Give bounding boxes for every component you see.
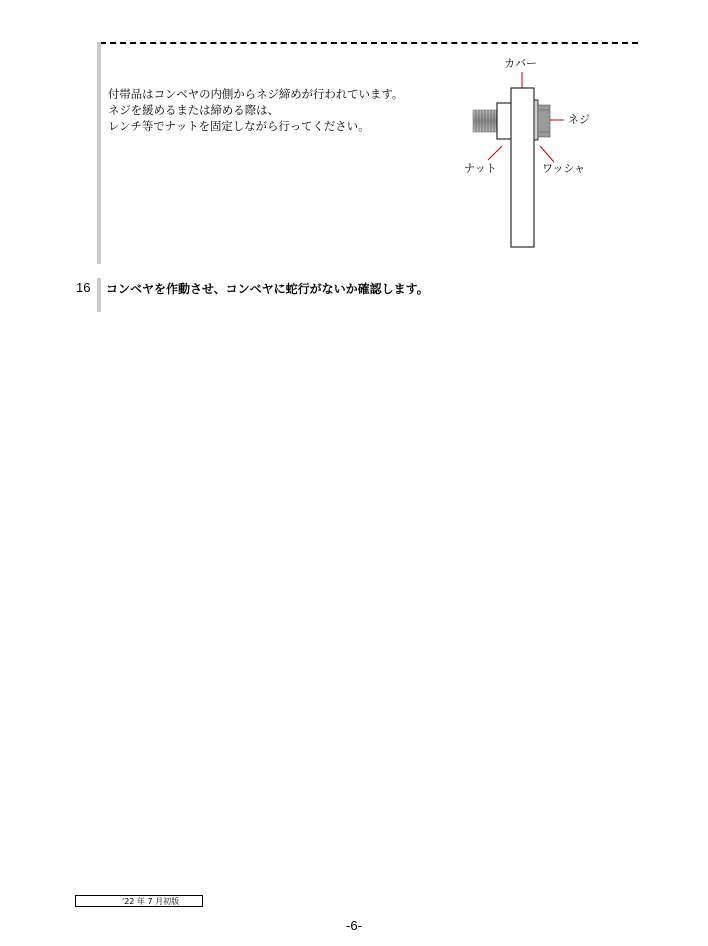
edition-label: '22 年 7 月初版 (75, 895, 203, 907)
step-margin-bar (97, 278, 101, 312)
washer-leader (540, 146, 554, 162)
note-line-3: レンチ等でナットを固定しながら行ってください。 (108, 119, 370, 133)
screw-thread (473, 110, 499, 132)
step-instruction: コンベヤを作動させ、コンベヤに蛇行がないか確認します。 (106, 282, 429, 296)
screw-label: ネジ (568, 113, 590, 126)
diagram-drawing (460, 50, 620, 250)
page-number: -6- (346, 918, 362, 933)
step-number: 16 (76, 280, 91, 295)
caution-note (108, 86, 448, 134)
nut-washer-diagram (460, 50, 620, 250)
note-line-1: 付帯品はコンベヤの内側からネジ締めが行われています。 (108, 87, 404, 101)
note-margin-bar (97, 42, 101, 264)
nut-label: ナット (464, 162, 497, 175)
dashed-divider (100, 42, 638, 44)
washer-label: ワッシャ (542, 162, 586, 175)
cover-label: カバー (504, 57, 537, 70)
nut-leader (488, 146, 502, 160)
nut-shape (497, 103, 511, 139)
cover-shape (511, 88, 534, 247)
note-line-2: ネジを緩めるまたは締める際は、 (108, 103, 279, 117)
washer-shape (534, 100, 538, 140)
